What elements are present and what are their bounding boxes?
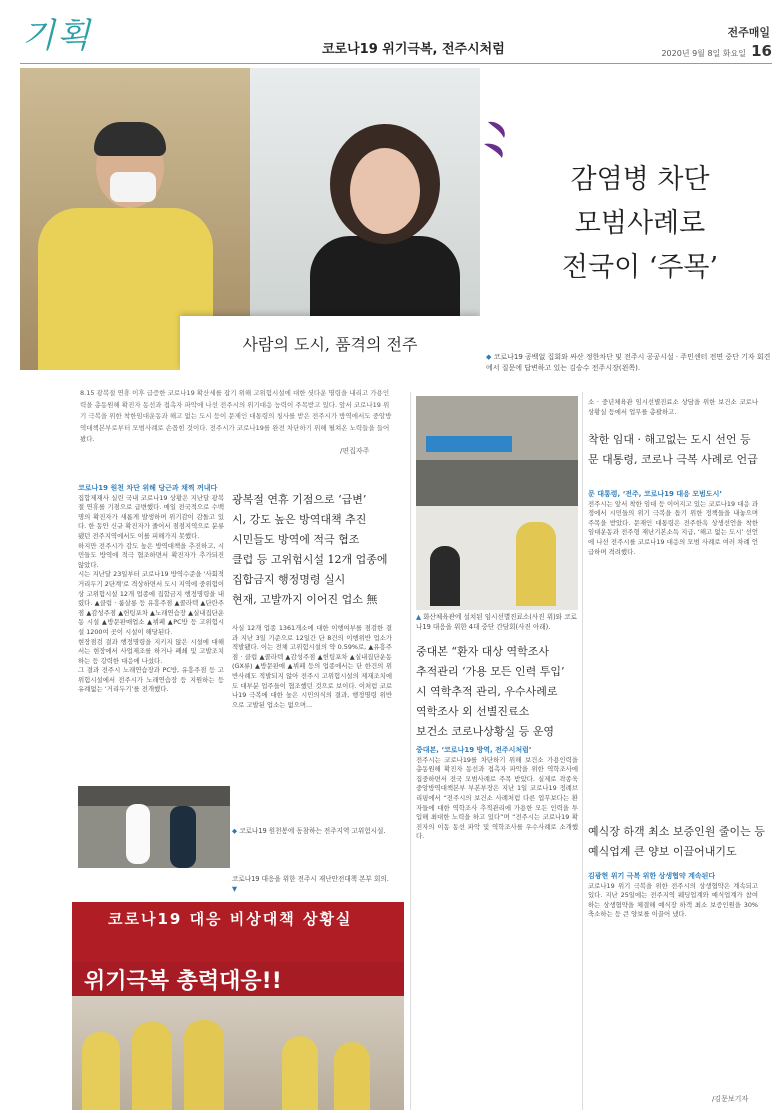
lead-paragraph: 8.15 광복절 연휴 이후 급증한 코로나19 확산세를 잡기 위해 고위험시설에 대한 셧다운 명령을 내리고 가용인력을 총동원해 확진자 동선과 접촉자 파악에 나선 전주시의 위기대응 능력이 주목받고 있다. 앞서 코로나19 위기 극복을 위한 착한임대운동과 해고 없는 도시 등이 문제인 대통령의 칭사를 받은 전주시가 방역에서도 중앙방역대책본부로부터 모범사례로 손꼽힌 것이다. 전주시가 코로나19를 완전 차단하기 위해 펼쳐온 노력들을 들어봤다. [80, 389, 392, 443]
photo-caption-inspection: ◆ 코로나19 원천봉에 동참하는 전주지역 고위험시설. [232, 827, 386, 835]
article-byline: /김문보기자 [712, 1095, 749, 1103]
subhead-3: 중대본, ‘코로나19 방역, 전주시처럼’ [416, 746, 532, 754]
article-column-1: 코로나19 원천 차단 위해 당근과 채찍 꺼내다 집합제재사 실린 국내 코로나19 상황은 지난달 광복절 연휴를 기점으로 급변했다. 매일 전국적으로 수백명의 확진자가 새롭게 발생하며 위기감이 감돌고 있다. 한 동안 신규 확진자가 줄어서 점점지역으로 분류됐던 전주지역에서도 이를 피해가지 못했다. 하지만 전주시가 감도 높은 방역대책을 추진하고, 시민들도 방역에 적극 협조하면서 확진자가 추가되진 않았다. 시는 지난달 23일부터 코로나19 방역수준을 '사회적 거리두기 2단계'로 격상하면서 도시 지역에 중위험이상 고위험시설 12개 업종에 집합금지 행정명령을 내렸다. ▲클럽 · 룸살롱 등 유흥주점 ▲콜라텍 ▲단란주점 ▲감성주점 ▲헌팅포차 ▲노래연습장 ▲실내집단운동 시설 ▲방문판매업소 ▲뷔페 ▲PC방 등 고위험시설 1200여 곳이 시설이 해당된다. 현장점검 결과 행정명령을 지키지 않은 시설에 대해서는 현장에서 사업제조를 하거나 폐쇄 및 고발조치하는 등 강력한 대응에 나섰다. 그 결과 전주시 노래연습장과 PC방, 유흥주점 등 고위험시설에서 전주시가 노래연습장 등 지원하는 등 유례없는 ‘거리두기’를 전개했다. [78, 484, 224, 694]
hero-photo [20, 68, 480, 370]
photo-caption-meeting: 코로나19 대응을 위한 전주시 재난안전대책 본부 회의. ▼ [232, 875, 389, 893]
photo-caption-clinic: ▲ 화산체육관에 설치된 임시선별진료소(사진 위)와 코로나19 대응을 위한 4대 중단 간담회(사진 아래). [416, 613, 577, 631]
photo-screening-clinic [416, 396, 578, 610]
issue-date: 2020년 9월 8일 화요일 [661, 49, 746, 58]
subhead-1: 코로나19 원천 차단 위해 당근과 채찍 꺼내다 [78, 484, 218, 492]
page-section-title: 코로나19 위기극복, 전주시처럼 [322, 42, 505, 57]
pull-quote-1: 광복절 연휴 기점으로 ‘급변’ 시, 강도 높은 방역대책 추진 시민들도 방역에 적극 협조 클럽 등 고위험시설 12개 업종에 집합금지 행정명령 실시 현재, 고발까지 이어진 업소 無 [232, 493, 388, 606]
lead-byline: /편집자주 [340, 447, 370, 455]
pull-quote-3: 착한 임대 · 해고없는 도시 선언 등 문 대통령, 코로나 극복 사례로 언급 [588, 433, 758, 466]
column-divider [582, 392, 583, 1110]
banner-sub-text: 위기극복 총력대응!! [84, 969, 282, 994]
page-header [0, 0, 782, 68]
article-column-4-intro: 소 · 중년체육관 임시선별진료소 상담을 위한 보건소 코로나상황실 등에서 업무를 총괄하고. [588, 398, 758, 416]
pull-quote-2: 중대본 “환자 대상 역학조사 추적관리 ‘가용 모든 인력 투입’ 시 역학추적 관리, 우수사례로 역학조사 외 선별진료소 보건소 코로나상황실 등 운영 [416, 645, 565, 738]
paper-name: 전주매일 [727, 26, 770, 39]
banner-top-text: 코로나19 대응 비상대책 상황실 [108, 910, 353, 928]
headline: 감염병 차단 모범사례로 전국이 ‘주목’ [561, 164, 719, 283]
article-column-2: 사실 12개 업종 1361개소에 대한 이행여부를 점검한 결과 지난 3일 기준으로 12일간 단 8건의 이행위반 업소가 적발됐다. 이는 전체 고위험시설의 약 0.59%로, ▲유흥주점 · 클럽 ▲콜라텍 ▲감성주점 ▲헌팅포차 ▲실내집단운동(GX류) ▲방문판매 ▲뷔페 등의 업종에서는 단 한건의 위반사례도 적발되지 않아 전주시 고위험시설의 제재조치에도 대부분 업주들이 협조했던 것으로 보이다. 이처럼 코로나19 극복에 대한 높은 시민의식의 결과, 행정명령 위반으로 고발된 업소는 없으며... [232, 624, 392, 709]
subhead-4b: 김광현 위기 극복 위한 상생협약 계속된다 [588, 872, 716, 880]
article-column-4a: 문 대통령, ‘전주, 코로나19 대응 모범도시’ 전주시는 앞서 착한 임대 등 이어지고 있는 코로나19 대응 과정에서 시민들의 위기 극복을 돕기 위한 정책들을 내놓으며 주목을 받았다. 문재인 대통령은 전주한옥 상생선언을 착한 임대운동과 전주형 재난기본소득 지급, ‘해고 없는 도시’ 선언에 나선 전주시를 코로나19 대응의 모범 사례로 여러 차례 언급하며 격려했다. [588, 490, 758, 556]
podium-text: 사람의 도시, 품격의 전주 [242, 335, 418, 354]
article-column-4b: 김광현 위기 극복 위한 상생협약 계속된다 코로나19 위기 극복을 위한 전주시의 상생협약은 계속되고 있다. 지난 25일에는 전주지역 웨딩업계와 예식업계가 참여하는 상생협약을 체결해 예식장 하객 최소 보증인원을 30% 축소하는 등 큰 양보를 이끌어 냈다. [588, 872, 758, 919]
section-mark: 기획 [22, 16, 92, 56]
pull-quote-4: 예식장 하객 최소 보증인원 줄이는 등 예식업계 큰 양보 이끌어내기도 [588, 825, 765, 858]
caption-arrow-icon: ◆ [486, 353, 492, 361]
page-number: 16 [751, 42, 772, 60]
header-rule [20, 63, 772, 64]
subhead-4a: 문 대통령, ‘전주, 코로나19 대응 모범도시’ [588, 490, 722, 498]
article-column-3: 중대본, ‘코로나19 방역, 전주시처럼’ 전주시는 코로나19를 차단하기 위해 보건소 가용인력을 총동원해 확진자 동선과 접촉자 파악을 위한 역학조사에 집중하면서 전국 모범사례로 주목 받았다. 실제로 곽종욱 중앙방역대책본부 부본부장은 지난 1일 코로나19 정례브리핑에서 “전주시의 보건소 사례처럼 다른 업무보다는 환자들에 대한 역학조사 추적관리에 가용한 모든 인력을 투입해 최대한 노력을 하고 있다”며 “전주시는 코로나19 확진자의 이동 동선 파악 및 역학조사를 우수사례로 소개했다. [416, 746, 578, 841]
hero-caption: ◆ 코로나19 공백없 집회와 싸산 정한차단 및 전주시 공공시설 · 주민센터 전면 중단 기자 회견에서 질문에 답변하고 있는 김승수 전주시장(왼쪽). [486, 353, 771, 372]
decoration-mark [482, 118, 512, 178]
column-divider [410, 392, 411, 1110]
photo-situation-room [72, 902, 404, 1110]
photo-inspection [78, 786, 230, 868]
podium-sign [180, 316, 480, 370]
